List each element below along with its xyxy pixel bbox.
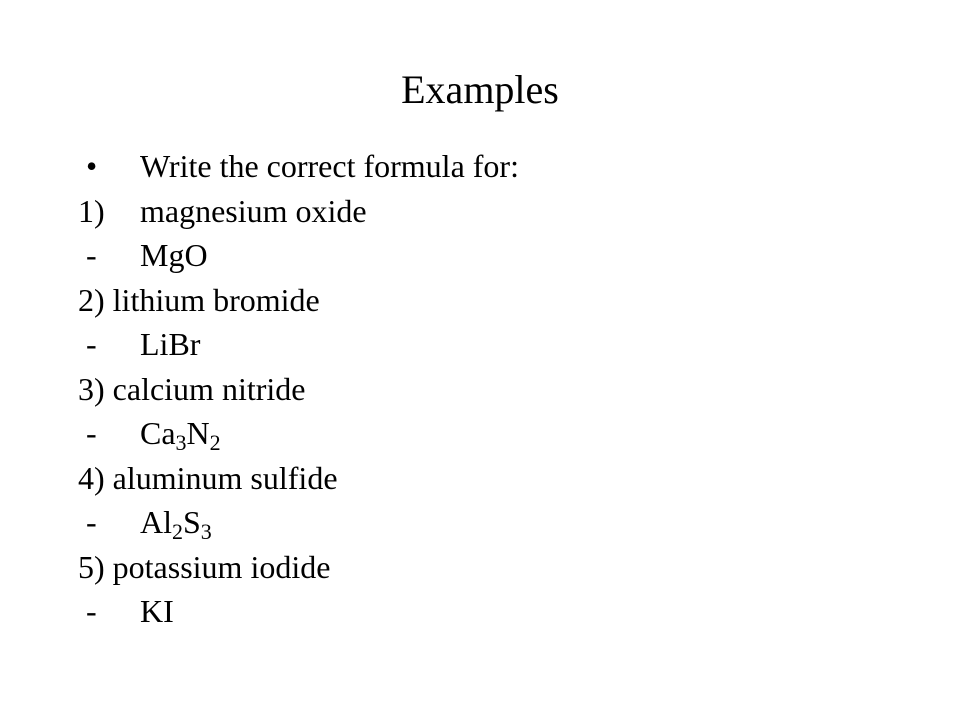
- formula-subscript: 3: [200, 519, 212, 544]
- intro-text: Write the correct formula for:: [140, 148, 519, 184]
- answer-formula-4: [140, 500, 212, 545]
- question-row-2: [78, 278, 898, 323]
- question-number-1: 1): [78, 192, 105, 229]
- bullet-marker: •: [86, 148, 98, 184]
- formula-subscript: 3: [175, 430, 187, 455]
- question-text-4: 4) aluminum sulfide: [78, 459, 338, 496]
- answer-formula-5: [140, 589, 174, 634]
- answer-dash-1: -: [86, 237, 97, 273]
- formula-text: Ca: [140, 415, 176, 451]
- question-text-2: 2) lithium bromide: [78, 281, 320, 318]
- answer-dash-4: -: [86, 504, 97, 540]
- formula-subscript: 2: [172, 519, 183, 544]
- answer-dash-3: -: [86, 415, 97, 451]
- question-text-1: magnesium oxide: [140, 192, 367, 229]
- formula-subscript: 2: [209, 430, 221, 455]
- question-text-5: 5) potassium iodide: [78, 548, 331, 585]
- answer-row-3: [78, 411, 898, 456]
- formula-text: LiBr: [140, 326, 201, 362]
- answer-dash-2: -: [86, 326, 97, 362]
- slide-title: Examples: [401, 67, 559, 112]
- question-row-1: [78, 189, 898, 234]
- answer-formula-3: [140, 411, 221, 456]
- question-row-4: [78, 456, 898, 501]
- answer-row-4: [78, 500, 898, 545]
- formula-text: S: [183, 504, 201, 540]
- answer-formula-1: [140, 233, 208, 278]
- answer-row-2: [78, 322, 898, 367]
- formula-text: MgO: [140, 237, 208, 273]
- formula-text: Al: [140, 504, 172, 540]
- question-text-3: 3) calcium nitride: [78, 370, 306, 407]
- intro-row: [78, 144, 898, 189]
- answer-row-1: [78, 233, 898, 278]
- answer-row-5: [78, 589, 898, 634]
- question-row-5: [78, 545, 898, 590]
- answer-dash-5: -: [86, 593, 97, 629]
- answer-formula-2: [140, 322, 200, 367]
- formula-text: KI: [140, 593, 174, 629]
- question-row-3: [78, 367, 898, 412]
- formula-text: N: [186, 415, 210, 451]
- slide-content: [78, 144, 898, 634]
